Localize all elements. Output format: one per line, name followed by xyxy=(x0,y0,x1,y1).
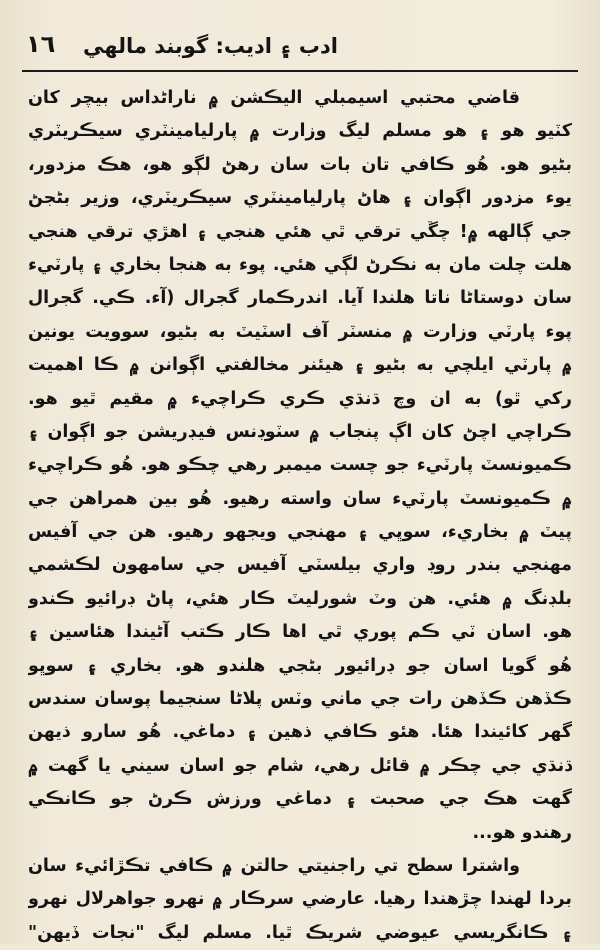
text-line: هو. اسان ٽي ڪم پوري ٿي اها ڪار ڪتب آڻيندا هئاسين ۽ xyxy=(28,622,572,643)
text-line: ۾ ڪميونسٽ پارٽيء سان واسته رهيو. هُو بين همراهن جي xyxy=(28,488,572,509)
text-line: ۾ پارٽي ايلچي به بڻيو ۽ هيئنر مخالفتي اڳوانن ۾ ڪا اهميت xyxy=(28,355,572,376)
text-line: واشترا سطح تي راجنيتي حالتن ۾ ڪافي تڪڙائيء سان xyxy=(28,855,520,876)
header-rule xyxy=(22,70,578,72)
text-line: قاضي محتبي اسيمبلي اليڪشن ۾ ناراڻداس بيچر کان xyxy=(28,88,520,108)
page-number: ١٦ xyxy=(26,30,56,58)
text-line: هُو گويا اسان جو ڊرائيور بڻجي هلندو هو. بخاري ۽ سوڀو xyxy=(28,655,572,676)
body-text xyxy=(28,82,572,950)
text-line: مهنجي بندر روڊ واري بيلسٽي آفيس جي سامهون لڪشمي xyxy=(28,555,572,576)
text-line: پيٽ ۾ بخاريء، سوڀي ۽ مهنجي ويجهو رهيو. هن جي آفيس xyxy=(28,522,572,543)
text-line: رکي ٿو) به ان وچ ڌنڌي ڪري ڪراچيء ۾ مقيم ٿيو هو. xyxy=(28,388,572,409)
text-line: گهر کائيندا هئا. هئو ڪافي ذهين ۽ دماغي. هُو سارو ذيهن xyxy=(28,722,572,743)
text-line: ڪميونسٽ پارٽيء جو چست ميمبر رهي چڪو هو. هُو ڪراچيء xyxy=(28,455,572,476)
text-line: ڪڏهن ڪڏهن رات جي ماني وٽس پلاڻا سنجيما پوسان سندس xyxy=(28,689,572,710)
text-line: ڪراچي اچڻ کان اڳ پنجاب ۾ سٽوڊنس فيڊريشن جو اڳوان ۽ xyxy=(28,421,572,442)
text-line: بلڊنگ ۾ هئي. هن وٽ شورليٽ ڪار هئي، پاڻ ڊرائيو ڪندو xyxy=(28,588,572,609)
text-line: ۽ ڪانگريسي عيوضي شريڪ ٿيا. مسلم ليگ "نجات ڏيهن" xyxy=(28,922,572,943)
text-line: کٽيو هو ۽ هو مسلم ليگ وزارت ۾ پارليامينٽري سيڪريٽري xyxy=(28,121,572,142)
text-line: بردا لهندا چڙهندا رهيا. عارضي سرڪار ۾ نهرو جواهرلال نهرو xyxy=(28,889,572,910)
text-line: جي ڳالهه ۾! چڱي ترقي ٿي هئي هنجي ۽ اهڙي ترقي هنجي xyxy=(28,221,572,242)
running-title: ادب ۽ اديب: گوبند مالهي xyxy=(83,34,338,58)
text-line: هلت چلت مان به نڪرڻ لڳي هئي. پوء به هنجا بخاري ۽ پارٽيء xyxy=(28,254,572,275)
text-line: گهت هڪ جي صحبت ۽ دماغي ورزش ڪرڻ جو ڪانڪي xyxy=(28,789,572,810)
text-line: بڻيو هو. هُو ڪافي تان بات سان رهڻ لڳو هو، هڪ مزدور، xyxy=(28,154,572,175)
text-line: يوء مزدور اڳوان ۽ هاڻ پارليامينٽري سيڪريٽري، وزير بڻجڻ xyxy=(28,188,572,209)
text-line: ڌنڌي جي چڪر ۾ قائل رهي، شام جو اسان سيني يا گهت ۾ xyxy=(28,755,572,776)
text-line: پوء پارٽي وزارت ۾ منسٽر آف اسٽيٽ به بڻيو، سوويت يونين xyxy=(28,321,572,342)
page-header xyxy=(22,28,578,68)
text-line: رهندو هو... xyxy=(472,822,572,843)
text-line: سان دوستاڻا ناتا هلندا آيا. اندرڪمار گجرال (آء. ڪي. گجرال xyxy=(28,288,572,309)
